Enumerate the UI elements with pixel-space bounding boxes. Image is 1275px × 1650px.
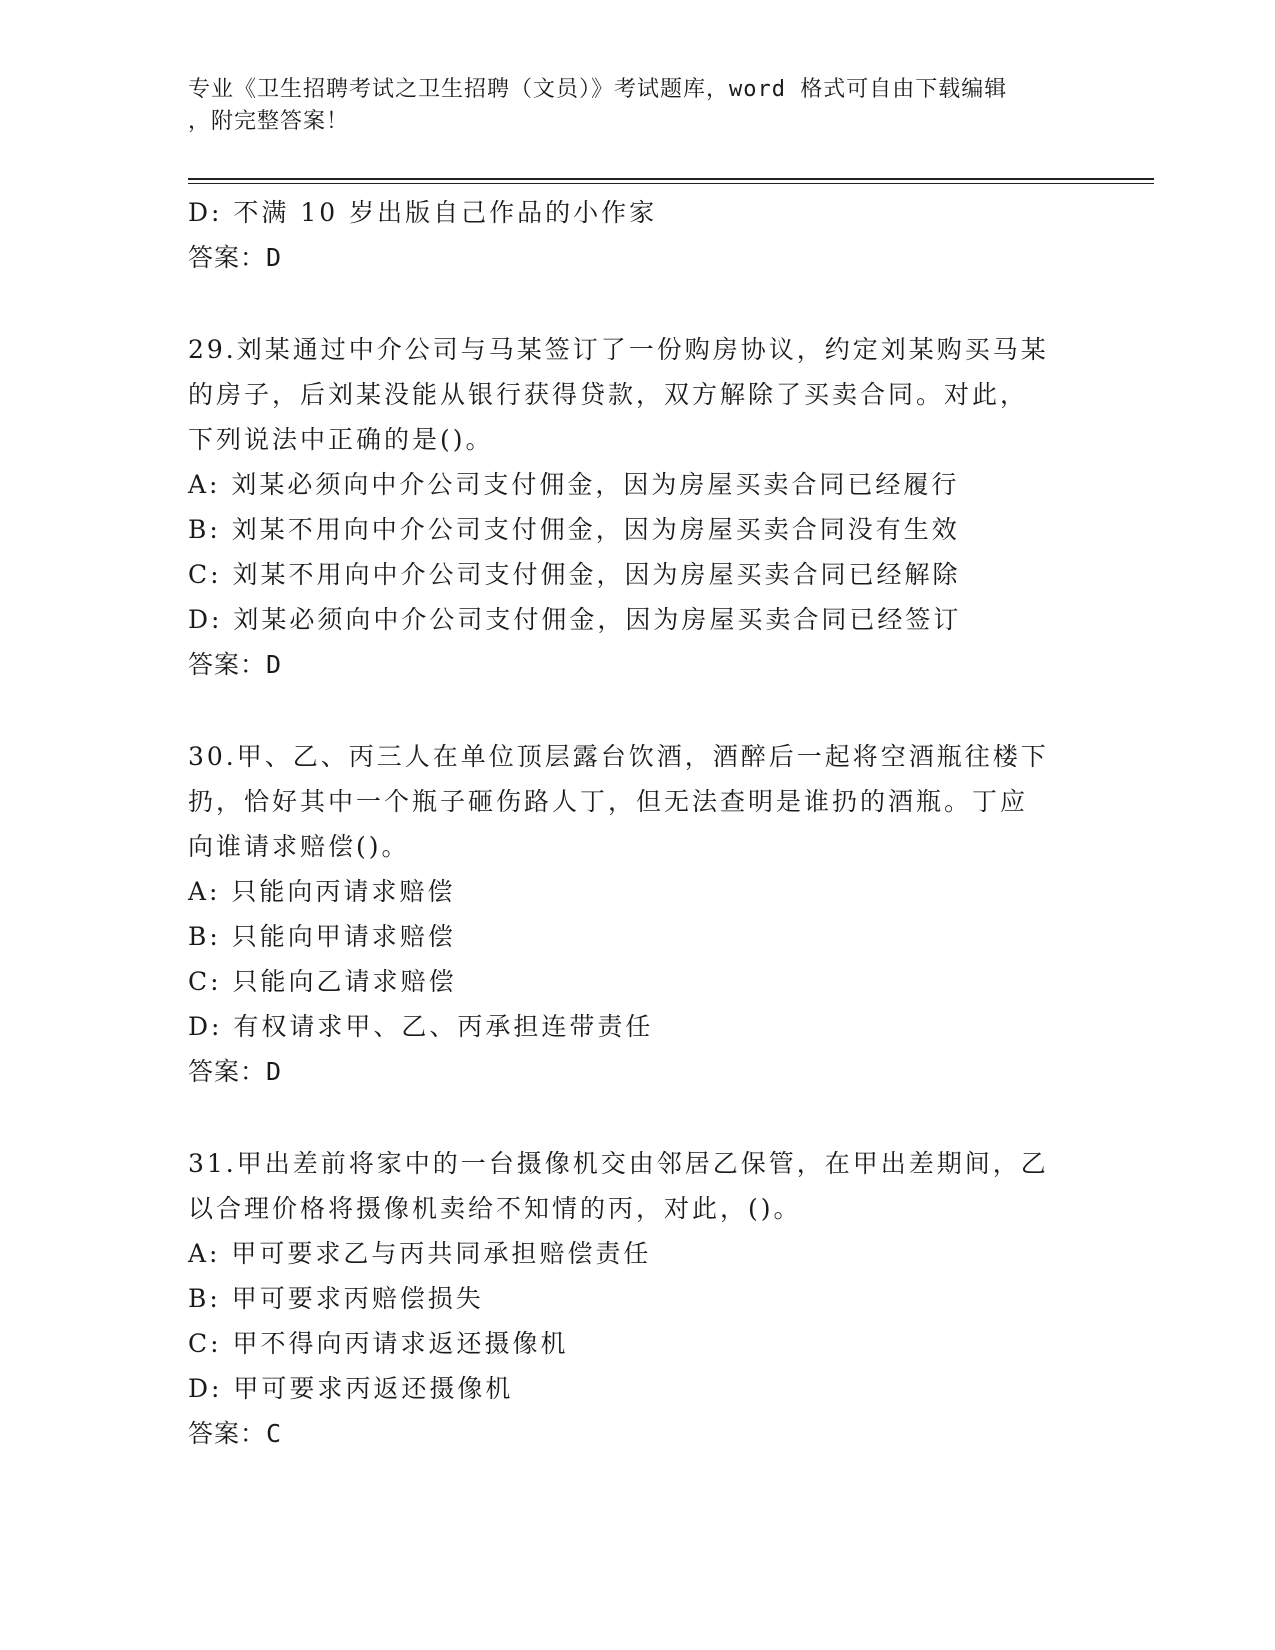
option-a: A: 刘某必须向中介公司支付佣金，因为房屋买卖合同已经履行 [188, 470, 960, 499]
option-c: C: 刘某不用向中介公司支付佣金，因为房屋买卖合同已经解除 [188, 560, 961, 589]
option-c: C: 甲不得向丙请求返还摄像机 [188, 1329, 569, 1358]
option-d: D: 刘某必须向中介公司支付佣金，因为房屋买卖合同已经签订 [188, 605, 962, 634]
question-stem-line: 扔，恰好其中一个瓶子砸伤路人丁，但无法查明是谁扔的酒瓶。丁应 [188, 787, 1029, 816]
question-stem-line: 31.甲出差前将家中的一台摄像机交由邻居乙保管，在甲出差期间，乙 [188, 1149, 1049, 1178]
header-divider-thin [188, 183, 1154, 184]
document-header: 专业《卫生招聘考试之卫生招聘（文员）》考试题库，word 格式可自由下载编辑 ，附完整答案！ [188, 77, 1008, 134]
question-stem-line: 以合理价格将摄像机卖给不知情的丙，对此，()。 [188, 1194, 802, 1223]
option-d: D: 甲可要求丙返还摄像机 [188, 1374, 514, 1403]
question-31 [188, 1141, 1108, 1457]
question-stem-line: 29.刘某通过中介公司与马某签订了一份购房协议，约定刘某购买马某 [188, 335, 1049, 364]
option-a: A: 甲可要求乙与丙共同承担赔偿责任 [188, 1239, 652, 1268]
option-d: D: 有权请求甲、乙、丙承担连带责任 [188, 1012, 654, 1041]
answer-line: 答案：D [188, 243, 283, 272]
option-b: B: 刘某不用向中介公司支付佣金，因为房屋买卖合同没有生效 [188, 515, 960, 544]
answer-line: 答案：D [188, 1057, 283, 1086]
question-30 [188, 734, 1108, 1095]
option-b: B: 甲可要求丙赔偿损失 [188, 1284, 484, 1313]
option-d: D: 不满 10 岁出版自己作品的小作家 [188, 198, 658, 227]
option-c: C: 只能向乙请求赔偿 [188, 967, 457, 996]
question-29 [188, 327, 1108, 688]
question-stem-line: 的房子，后刘某没能从银行获得贷款，双方解除了买卖合同。对此， [188, 380, 1029, 409]
question-list [188, 190, 1108, 1457]
answer-line: 答案：C [188, 1419, 283, 1448]
answer-line: 答案：D [188, 650, 283, 679]
option-b: B: 只能向甲请求赔偿 [188, 922, 456, 951]
previous-question-tail [188, 190, 1108, 281]
question-stem-line: 下列说法中正确的是()。 [188, 425, 494, 454]
question-stem-line: 30.甲、乙、丙三人在单位顶层露台饮酒，酒醉后一起将空酒瓶往楼下 [188, 742, 1049, 771]
header-divider-thick [188, 178, 1154, 180]
option-a: A: 只能向丙请求赔偿 [188, 877, 456, 906]
question-stem-line: 向谁请求赔偿()。 [188, 832, 410, 861]
